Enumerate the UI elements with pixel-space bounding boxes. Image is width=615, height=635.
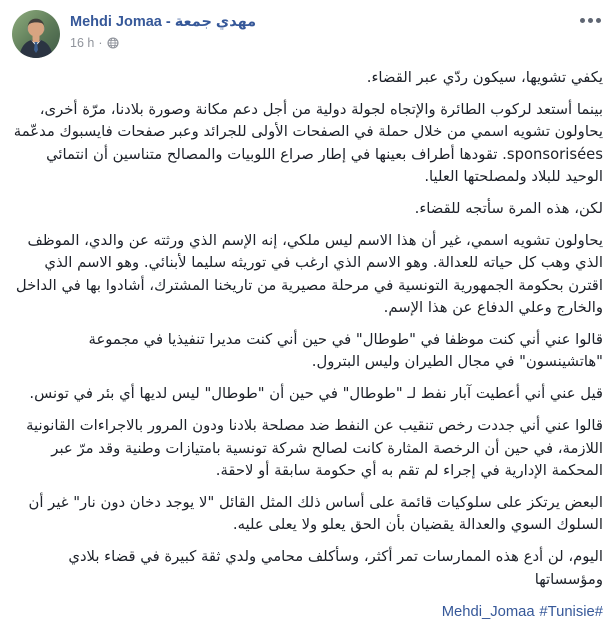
post-paragraph: اليوم، لن أدع هذه الممارسات تمر أكثر، وسأكلف محامي ولدي ثقة كبيرة في قضاء بلادي ومؤسساتها bbox=[68, 548, 603, 588]
post-header bbox=[12, 10, 603, 58]
meta-separator: · bbox=[98, 36, 103, 50]
more-options-button[interactable] bbox=[576, 14, 605, 27]
avatar[interactable] bbox=[12, 10, 60, 58]
profile-photo-icon bbox=[12, 10, 60, 58]
hashtag-link-mehdi-jomaa[interactable]: #Mehdi_Jomaa bbox=[441, 603, 603, 620]
post-paragraph: قالوا عني أني جددت رخص تنقيب عن النفط ضد مصلحة بلادنا ودون المرور بالاجراءات القانونية اللازمة، في حين أن الرخصة المثارة كانت لصالح شركة تونسية بامتيازات وطنية وقد مرّ عبر المحكمة الإدارية في إجراء لم تقم به أي حكومة سابقة أو لاحقة. bbox=[26, 417, 603, 479]
globe-icon bbox=[107, 37, 119, 49]
post-paragraph: لكن، هذه المرة سأتجه للقضاء. bbox=[414, 199, 603, 217]
header-text bbox=[70, 10, 256, 50]
ellipsis-icon bbox=[580, 18, 585, 23]
post-paragraph: يحاولون تشويه اسمي، غير أن هذا الاسم ليس ملكي، إنه الإسم الذي ورثته عن والدي، الموظف الذي وهب كل حياته للعدالة. وهو الاسم الذي ارغب في توريثه سليما لأبنائي. وهو الاسم الذي اقترن بحكومة الجمهورية التونسية في مرحلة مصيرية من تاريخنا المشترك، أشادوا بها في الداخل والخارج وعلي الدفاع عن هذا الإسم. bbox=[15, 232, 603, 316]
post-paragraph: بينما أستعد لركوب الطائرة والإتجاه لجولة دولية من أجل دعم مكانة وصورة بلادنا، مرّة أخرى، يحاولون تشويه اسمي من خلال حملة في الصفحات الأولى للجرائد وعبر صفحات فايسبوك مدعّمة sponsorisées. تقودها أطراف بعينها في إطار صراع اللوبيات والمصالح متناسين أن انتمائي الوحيد للبلاد ولمصلحتها العليا. bbox=[13, 101, 603, 185]
post-paragraph: يكفي تشويها، سيكون ردّي عبر القضاء. bbox=[366, 69, 603, 86]
post-paragraph: قالوا عني أني كنت موظفا في "طوطال" في حين أني كنت مديرا تنفيذيا في مجموعة "هاتشينسون" في مجال الطيران وليس البترول. bbox=[88, 330, 603, 371]
post-paragraph: البعض يرتكز على سلوكيات قائمة على أساس ذلك المثل القائل "لا يوجد دخان دون نار" غير أن السلوك السوي والعدالة يقضيان بأن الحق يعلو ولا يعلى عليه. bbox=[28, 494, 603, 534]
timestamp[interactable]: 16 h bbox=[70, 36, 95, 50]
post-paragraph: قيل عني أني أعطيت آبار نفط لـ "طوطال" في حين أن "طوطال" ليس لديها أي بئر في تونس. bbox=[29, 385, 603, 403]
hashtags-line bbox=[12, 601, 603, 623]
post-meta bbox=[70, 36, 256, 50]
author-name-link[interactable]: Mehdi Jomaa - مهدي جمعة bbox=[70, 14, 257, 30]
hashtag-link-tunisie[interactable]: #Tunisie bbox=[539, 603, 595, 620]
post-body bbox=[12, 67, 603, 623]
